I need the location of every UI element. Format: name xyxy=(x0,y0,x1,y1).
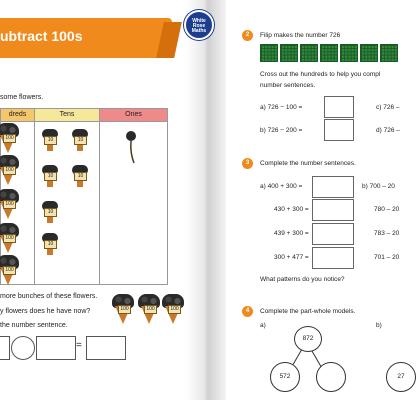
patterns-question: What patterns do you notice? xyxy=(260,276,345,283)
question-number: 4 xyxy=(242,306,253,317)
hundred-block[interactable] xyxy=(320,44,338,62)
part-circle: 572 xyxy=(270,362,300,392)
question-3b-row: b) 700 – 20 xyxy=(362,183,395,190)
part-circle: 27 xyxy=(386,362,416,392)
part-whole-label-a: a) xyxy=(260,322,266,329)
answer-box[interactable] xyxy=(312,199,354,221)
question-2b: b) 726 − 200 = xyxy=(260,127,303,134)
question-2-instruction: number sentences. xyxy=(260,82,316,89)
operator-circle[interactable] xyxy=(11,336,35,360)
answer-box[interactable] xyxy=(324,96,354,118)
answer-box[interactable] xyxy=(36,336,76,360)
hundred-block[interactable] xyxy=(300,44,318,62)
hundred-bouquet: 100 xyxy=(0,223,19,253)
answer-box[interactable] xyxy=(312,223,354,245)
hundred-bouquet: 100 xyxy=(0,189,19,219)
hundreds-column xyxy=(1,121,35,284)
hundred-block[interactable] xyxy=(380,44,398,62)
question-3b-row: 780 – 20 xyxy=(374,206,400,213)
question-3-text: Complete the number sentences. xyxy=(260,160,356,167)
white-rose-maths-logo: White Rose Maths xyxy=(184,10,214,40)
hundred-bouquet: 100 xyxy=(0,155,19,185)
question-3a-row: a) 400 + 300 = xyxy=(260,183,303,190)
ones-column xyxy=(100,121,167,284)
page-title: ubtract 100s xyxy=(0,28,83,44)
question-1-text: some flowers. xyxy=(0,94,44,101)
ten-flower: 10 xyxy=(71,129,89,155)
question-1b-text: more bunches of these flowers. xyxy=(0,293,98,300)
answer-box[interactable] xyxy=(312,247,354,269)
hundred-block[interactable] xyxy=(280,44,298,62)
question-number: 3 xyxy=(242,158,253,169)
part-circle-empty[interactable] xyxy=(316,362,346,392)
question-2c: c) 726 – xyxy=(376,104,400,111)
hundred-block[interactable] xyxy=(360,44,378,62)
question-3b-row: 701 – 20 xyxy=(374,254,400,261)
equals-sign: = xyxy=(76,340,82,351)
extra-hundred-bouquet: 100 xyxy=(162,294,184,324)
question-2-instruction: Cross out the hundreds to help you compl xyxy=(260,71,381,78)
question-4-text: Complete the part-whole models. xyxy=(260,308,356,315)
hundred-block[interactable] xyxy=(340,44,358,62)
question-3a-row: 300 + 477 = xyxy=(274,254,309,261)
hundred-bouquet: 100 xyxy=(0,255,19,285)
question-3a-row: 439 + 300 = xyxy=(274,230,309,237)
answer-box[interactable] xyxy=(324,119,354,141)
question-number: 2 xyxy=(242,30,253,41)
answer-box[interactable] xyxy=(86,336,126,360)
question-2-text: Filip makes the number 726 xyxy=(260,32,341,39)
left-page xyxy=(0,0,200,400)
extra-hundred-bouquet: 100 xyxy=(112,294,134,324)
question-2d: d) 726 – xyxy=(376,127,400,134)
tens-header: Tens xyxy=(35,109,100,121)
answer-box[interactable] xyxy=(0,336,10,360)
answer-box[interactable] xyxy=(312,176,354,198)
ten-flower: 10 xyxy=(41,201,59,227)
ones-header: Ones xyxy=(100,109,167,121)
ten-flower: 10 xyxy=(41,233,59,259)
hundred-bouquet: 100 xyxy=(0,123,19,153)
tens-column xyxy=(35,121,100,284)
ten-flower: 10 xyxy=(41,129,59,155)
question-1d-text: the number sentence. xyxy=(0,322,68,329)
hundreds-header: dreds xyxy=(1,109,35,121)
question-3b-row: 783 – 20 xyxy=(374,230,400,237)
hundred-block[interactable] xyxy=(260,44,278,62)
page-gutter xyxy=(186,0,226,400)
single-flower-icon xyxy=(118,129,148,169)
question-2a: a) 726 − 100 = xyxy=(260,104,303,111)
part-whole-label-b: b) xyxy=(376,322,382,329)
ten-flower: 10 xyxy=(71,165,89,191)
right-page xyxy=(226,0,405,400)
question-1c-text: y flowers does he have now? xyxy=(0,308,91,315)
extra-hundred-bouquet: 100 xyxy=(138,294,160,324)
ten-flower: 10 xyxy=(41,165,59,191)
question-3a-row: 430 + 300 = xyxy=(274,206,309,213)
place-value-table xyxy=(0,108,168,285)
whole-circle: 872 xyxy=(294,326,322,352)
